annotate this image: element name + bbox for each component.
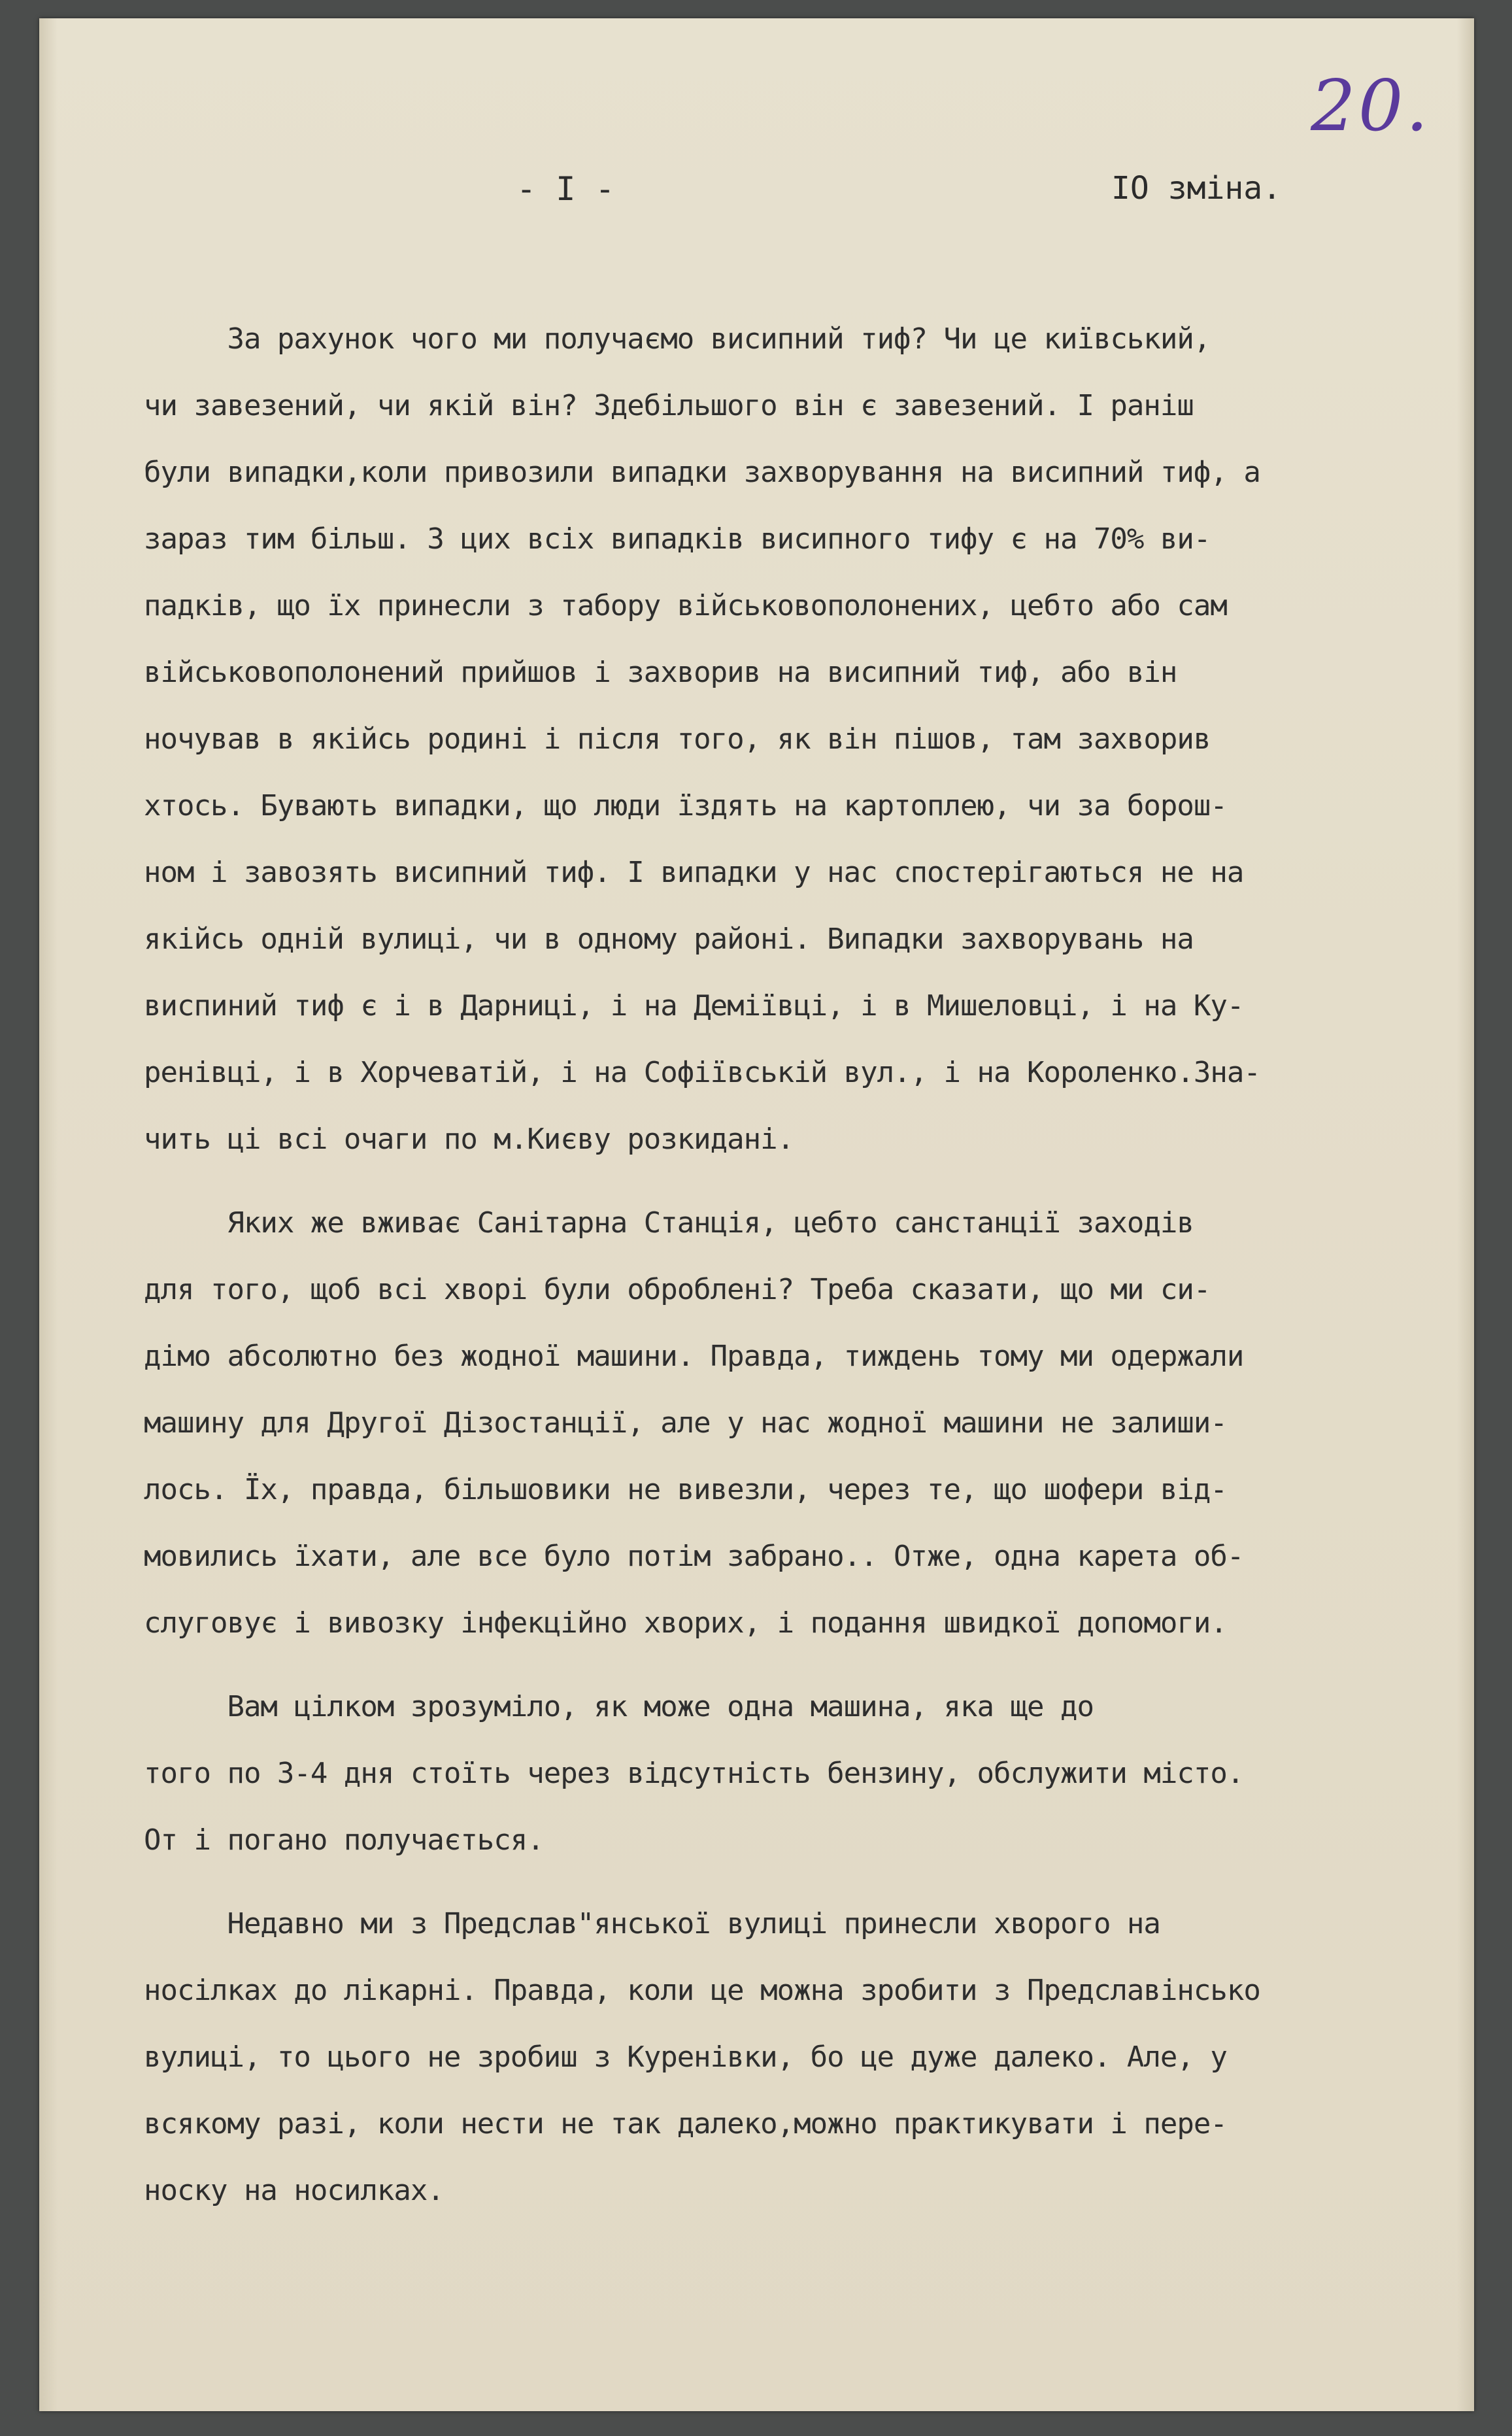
text-line: були випадки,коли привозили випадки захворування на висипний тиф, а xyxy=(144,456,1260,489)
text-line: слуговує і вивозку інфекційно хворих, і подання швидкої допомоги. xyxy=(144,1606,1227,1640)
page-marker: - I - xyxy=(516,170,615,208)
text-line: виспиний тиф є і в Дарниці, і на Деміївці, і в Мишеловці, і на Ку- xyxy=(144,989,1244,1023)
text-line: носілках до лікарні. Правда, коли це можна зробити з Предславінсько xyxy=(144,1974,1260,2007)
text-line: Вам цілком зрозуміло, як може одна машина, яка ще до xyxy=(144,1690,1094,1723)
text-line: того по 3-4 дня стоїть через відсутність бензину, обслужити місто. xyxy=(144,1757,1244,1790)
paragraph xyxy=(144,1674,1451,1874)
text-line: ночував в якійсь родині і після того, як він пішов, там захворив xyxy=(144,722,1211,756)
text-line: мовились їхати, але все було потім забрано.. Отже, одна карета об- xyxy=(144,1540,1244,1573)
text-line: військовополонений прийшов і захворив на висипний тиф, або він xyxy=(144,656,1177,689)
typed-body-text xyxy=(144,306,1451,2224)
paragraph xyxy=(144,1190,1451,1657)
shift-label: IO зміна. xyxy=(1111,170,1282,207)
paper-edge-right xyxy=(1457,18,1474,2411)
text-line: дімо абсолютно без жодної машини. Правда, тиждень тому ми одержали xyxy=(144,1340,1244,1373)
paragraph xyxy=(144,306,1451,1173)
text-line: вулиці, то цього не зробиш з Куренівки, бо це дуже далеко. Але, у xyxy=(144,2040,1227,2074)
paper-edge-left xyxy=(39,18,58,2411)
text-line: чи завезений, чи якій він? Здебільшого він є завезений. І раніш xyxy=(144,389,1194,422)
text-line: носку на носилках. xyxy=(144,2174,444,2207)
text-line: для того, щоб всі хворі були оброблені? Треба сказати, що ми си- xyxy=(144,1273,1211,1306)
document-page xyxy=(39,18,1474,2411)
text-line: падків, що їх принесли з табору військовополонених, цебто або сам xyxy=(144,589,1227,622)
text-line: ренівці, і в Хорчеватій, і на Софіївській вул., і на Короленко.Зна- xyxy=(144,1056,1260,1089)
text-line: машину для Другої Дізостанції, але у нас жодної машини не залиши- xyxy=(144,1406,1227,1440)
text-line: От і погано получається. xyxy=(144,1823,544,1857)
text-line: Яких же вживає Санітарна Станція, цебто санстанції заходів xyxy=(144,1206,1194,1240)
text-line: хтось. Бувають випадки, що люди їздять на картоплею, чи за борош- xyxy=(144,789,1227,822)
text-line: лось. Їх, правда, більшовики не вивезли, через те, що шофери від- xyxy=(144,1473,1227,1506)
handwritten-page-number: 20. xyxy=(1311,65,1431,147)
text-line: Недавно ми з Предслав"янської вулиці принесли хворого на xyxy=(144,1907,1160,1940)
paragraph xyxy=(144,1891,1451,2224)
text-line: чить ці всі очаги по м.Києву розкидані. xyxy=(144,1123,794,1156)
text-line: зараз тим більш. З цих всіх випадків висипного тифу є на 70% ви- xyxy=(144,522,1211,556)
text-line: якійсь одній вулиці, чи в одному районі. Випадки захворувань на xyxy=(144,922,1194,956)
text-line: всякому разі, коли нести не так далеко,можно практикувати і пере- xyxy=(144,2107,1227,2140)
text-line: За рахунок чого ми получаємо висипний тиф? Чи це київський, xyxy=(144,322,1211,356)
text-line: ном і завозять висипний тиф. І випадки у нас спостерігаються не на xyxy=(144,856,1244,889)
